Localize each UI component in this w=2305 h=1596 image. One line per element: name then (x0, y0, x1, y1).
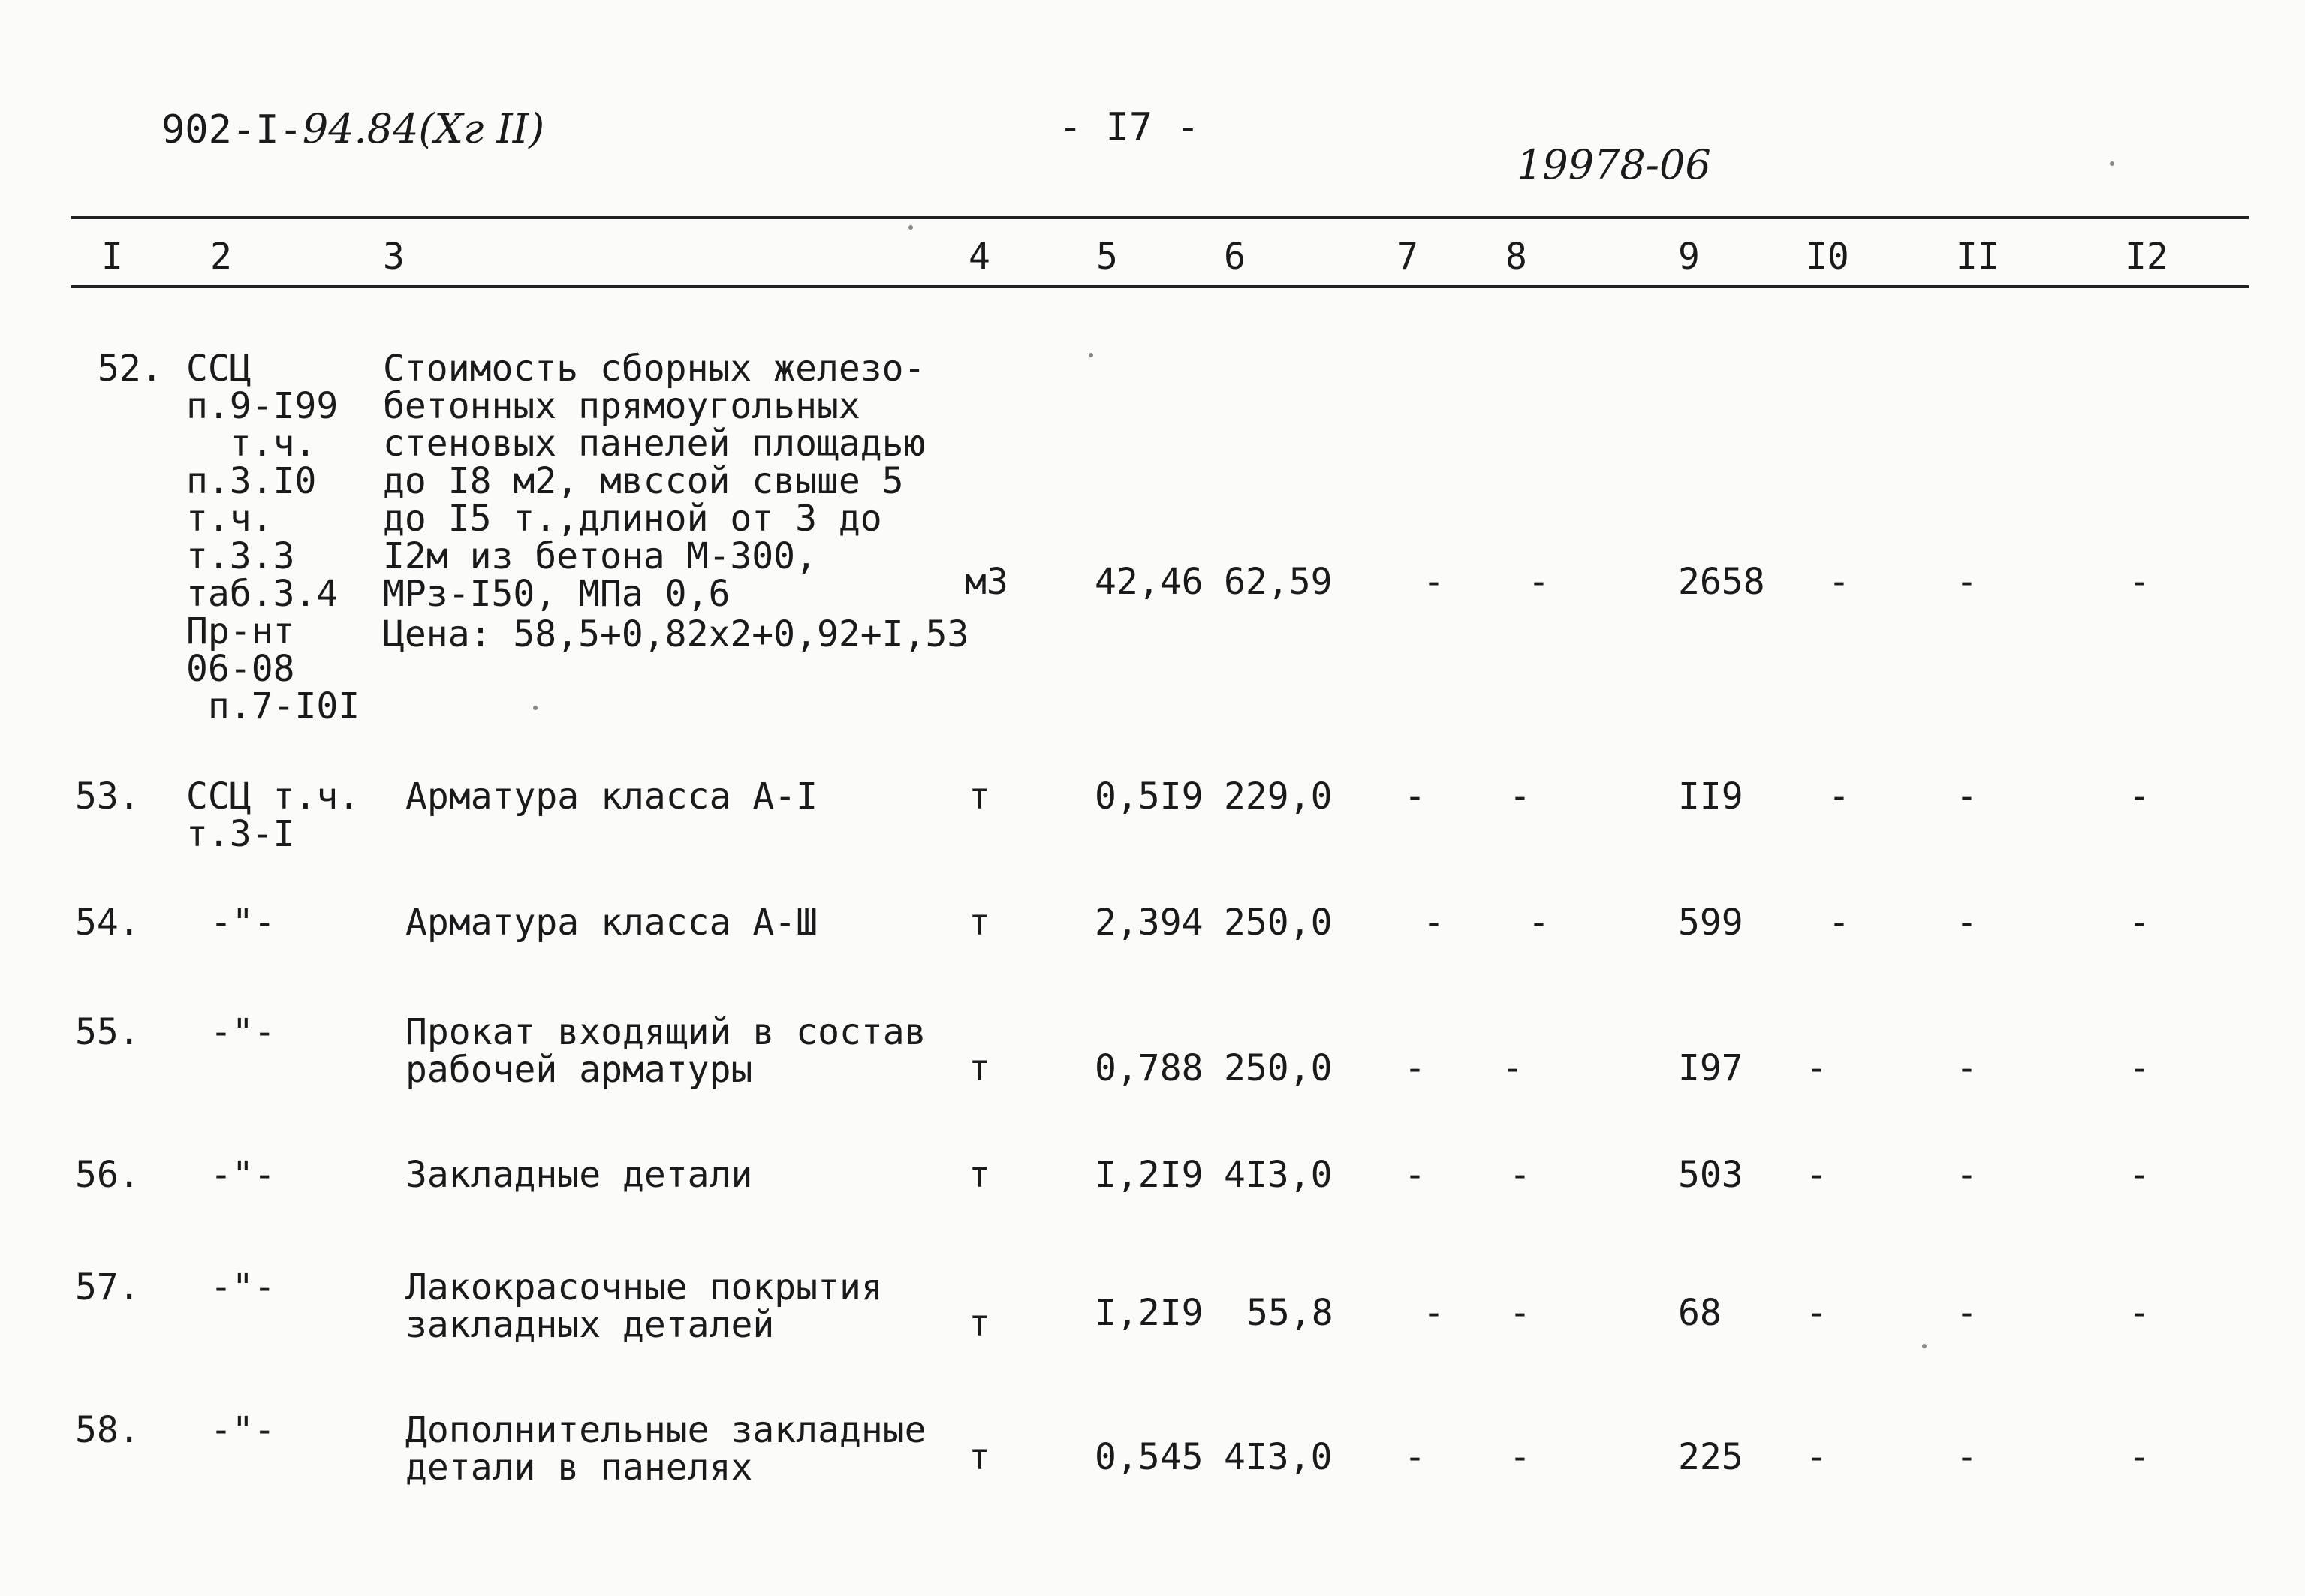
row-unit: т (969, 1436, 990, 1478)
row-col10: - (1806, 1436, 1827, 1478)
row-unit-price: 250,0 (1224, 902, 1333, 944)
row-number: 52. (98, 348, 163, 390)
column-header-1: I (101, 236, 123, 278)
row-col7: - (1404, 775, 1426, 818)
row-number: 55. (75, 1011, 140, 1053)
row-col7: - (1423, 561, 1445, 603)
row-price-note: Цена: 58,5+0,82x2+0,92+I,53 (383, 613, 969, 655)
row-name: Закладные детали (405, 1154, 753, 1196)
row-unit: т (969, 775, 990, 818)
row-col8: - (1509, 775, 1531, 818)
row-unit: т (969, 1154, 990, 1196)
column-header-7: 7 (1397, 236, 1418, 278)
row-total: II9 (1678, 775, 1743, 818)
row-col10: - (1828, 775, 1850, 818)
row-unit-price: 4I3,0 (1224, 1154, 1333, 1196)
row-number: 54. (75, 902, 140, 944)
row-col12: - (2129, 1436, 2150, 1478)
row-quantity: 2,394 (1095, 902, 1204, 944)
row-col12: - (2129, 902, 2150, 944)
reference-number: 19978-06 (1517, 141, 1711, 188)
row-quantity: I,2I9 (1095, 1292, 1204, 1334)
column-header-10: I0 (1806, 236, 1849, 278)
row-number: 56. (75, 1154, 140, 1196)
row-col7: - (1404, 1047, 1426, 1089)
row-name: Арматура класса А-I (405, 775, 818, 818)
scan-speck (1922, 1344, 1927, 1348)
row-basis: -"- (210, 1154, 276, 1196)
row-name: Дополнительные закладные детали в панелях (405, 1409, 927, 1489)
scan-speck (1089, 353, 1093, 357)
row-col11: - (1956, 1154, 1978, 1196)
row-name: Прокат входящий в состав рабочей арматуры (405, 1011, 927, 1091)
row-basis: -"- (210, 1409, 276, 1451)
row-col11: - (1956, 1436, 1978, 1478)
column-header-6: 6 (1224, 236, 1246, 278)
row-col10: - (1806, 1047, 1827, 1089)
row-unit-price: 229,0 (1224, 775, 1333, 818)
row-basis: ССЦ т.ч. т.3-I (186, 775, 360, 855)
document-code-handwritten: 94.84(Xг II) (302, 105, 545, 152)
scan-speck (533, 706, 538, 710)
row-col8: - (1502, 1047, 1523, 1089)
scan-speck (2110, 161, 2114, 166)
row-unit: т (969, 1047, 990, 1089)
column-header-9: 9 (1678, 236, 1700, 278)
row-col11: - (1956, 775, 1978, 818)
scan-speck (908, 225, 913, 230)
row-col7: - (1423, 1292, 1445, 1334)
header-rule-top (71, 216, 2249, 219)
row-col8: - (1509, 1436, 1531, 1478)
row-number: 53. (75, 775, 140, 818)
row-unit-price: 250,0 (1224, 1047, 1333, 1089)
page-number: - I7 - (1059, 105, 1200, 150)
row-unit: т (969, 902, 990, 944)
document-code-printed: 902-I- (161, 107, 303, 152)
row-basis: ССЦ п.9-I99 т.ч. п.3.I0 т.ч. т.3.3 таб.3.4 Пр-нт 06-08 п.7-I0I (186, 348, 360, 727)
row-col11: - (1956, 561, 1978, 603)
row-col10: - (1806, 1154, 1827, 1196)
row-col7: - (1423, 902, 1445, 944)
row-col11: - (1956, 902, 1978, 944)
row-unit-price: 55,8 (1246, 1292, 1333, 1334)
row-name: Лакокрасочные покрытия закладных деталей (405, 1266, 883, 1346)
row-name: Стоимость сборных железо- бетонных прямоугольных стеновых панелей площадью до I8 м2, мвссой свыше 5 до I5 т.,длиной от 3 до I2м из бетона М-300, МРз-I50, МПа 0,6 (383, 348, 926, 615)
row-col10: - (1828, 561, 1850, 603)
row-unit: т (969, 1302, 990, 1345)
row-total: 2658 (1678, 561, 1765, 603)
row-col8: - (1528, 561, 1550, 603)
row-col12: - (2129, 1292, 2150, 1334)
column-header-2: 2 (210, 236, 232, 278)
row-quantity: 42,46 (1095, 561, 1204, 603)
row-col10: - (1806, 1292, 1827, 1334)
column-header-11: II (1956, 236, 1999, 278)
row-total: I97 (1678, 1047, 1743, 1089)
row-col10: - (1828, 902, 1850, 944)
row-total: 599 (1678, 902, 1743, 944)
row-col8: - (1509, 1292, 1531, 1334)
column-header-4: 4 (969, 236, 990, 278)
row-quantity: 0,788 (1095, 1047, 1204, 1089)
row-quantity: 0,5I9 (1095, 775, 1204, 818)
row-col12: - (2129, 775, 2150, 818)
row-name: Арматура класса А-Ш (405, 902, 818, 944)
row-number: 57. (75, 1266, 140, 1308)
row-basis: -"- (210, 1266, 276, 1308)
row-quantity: I,2I9 (1095, 1154, 1204, 1196)
row-total: 68 (1678, 1292, 1722, 1334)
header-rule-bottom (71, 285, 2249, 288)
row-col8: - (1528, 902, 1550, 944)
row-basis: -"- (210, 902, 276, 944)
row-unit-price: 62,59 (1224, 561, 1333, 603)
row-col7: - (1404, 1436, 1426, 1478)
column-header-3: 3 (383, 236, 405, 278)
row-col12: - (2129, 1154, 2150, 1196)
row-basis: -"- (210, 1011, 276, 1053)
row-total: 225 (1678, 1436, 1743, 1478)
row-col12: - (2129, 561, 2150, 603)
column-header-8: 8 (1505, 236, 1527, 278)
column-header-12: I2 (2125, 236, 2168, 278)
row-col11: - (1956, 1292, 1978, 1334)
row-unit-price: 4I3,0 (1224, 1436, 1333, 1478)
document-code (161, 105, 544, 152)
column-header-5: 5 (1096, 236, 1118, 278)
row-number: 58. (75, 1409, 140, 1451)
row-unit: м3 (965, 561, 1008, 603)
row-col7: - (1404, 1154, 1426, 1196)
row-col8: - (1509, 1154, 1531, 1196)
row-col11: - (1956, 1047, 1978, 1089)
row-quantity: 0,545 (1095, 1436, 1204, 1478)
row-total: 503 (1678, 1154, 1743, 1196)
row-col12: - (2129, 1047, 2150, 1089)
